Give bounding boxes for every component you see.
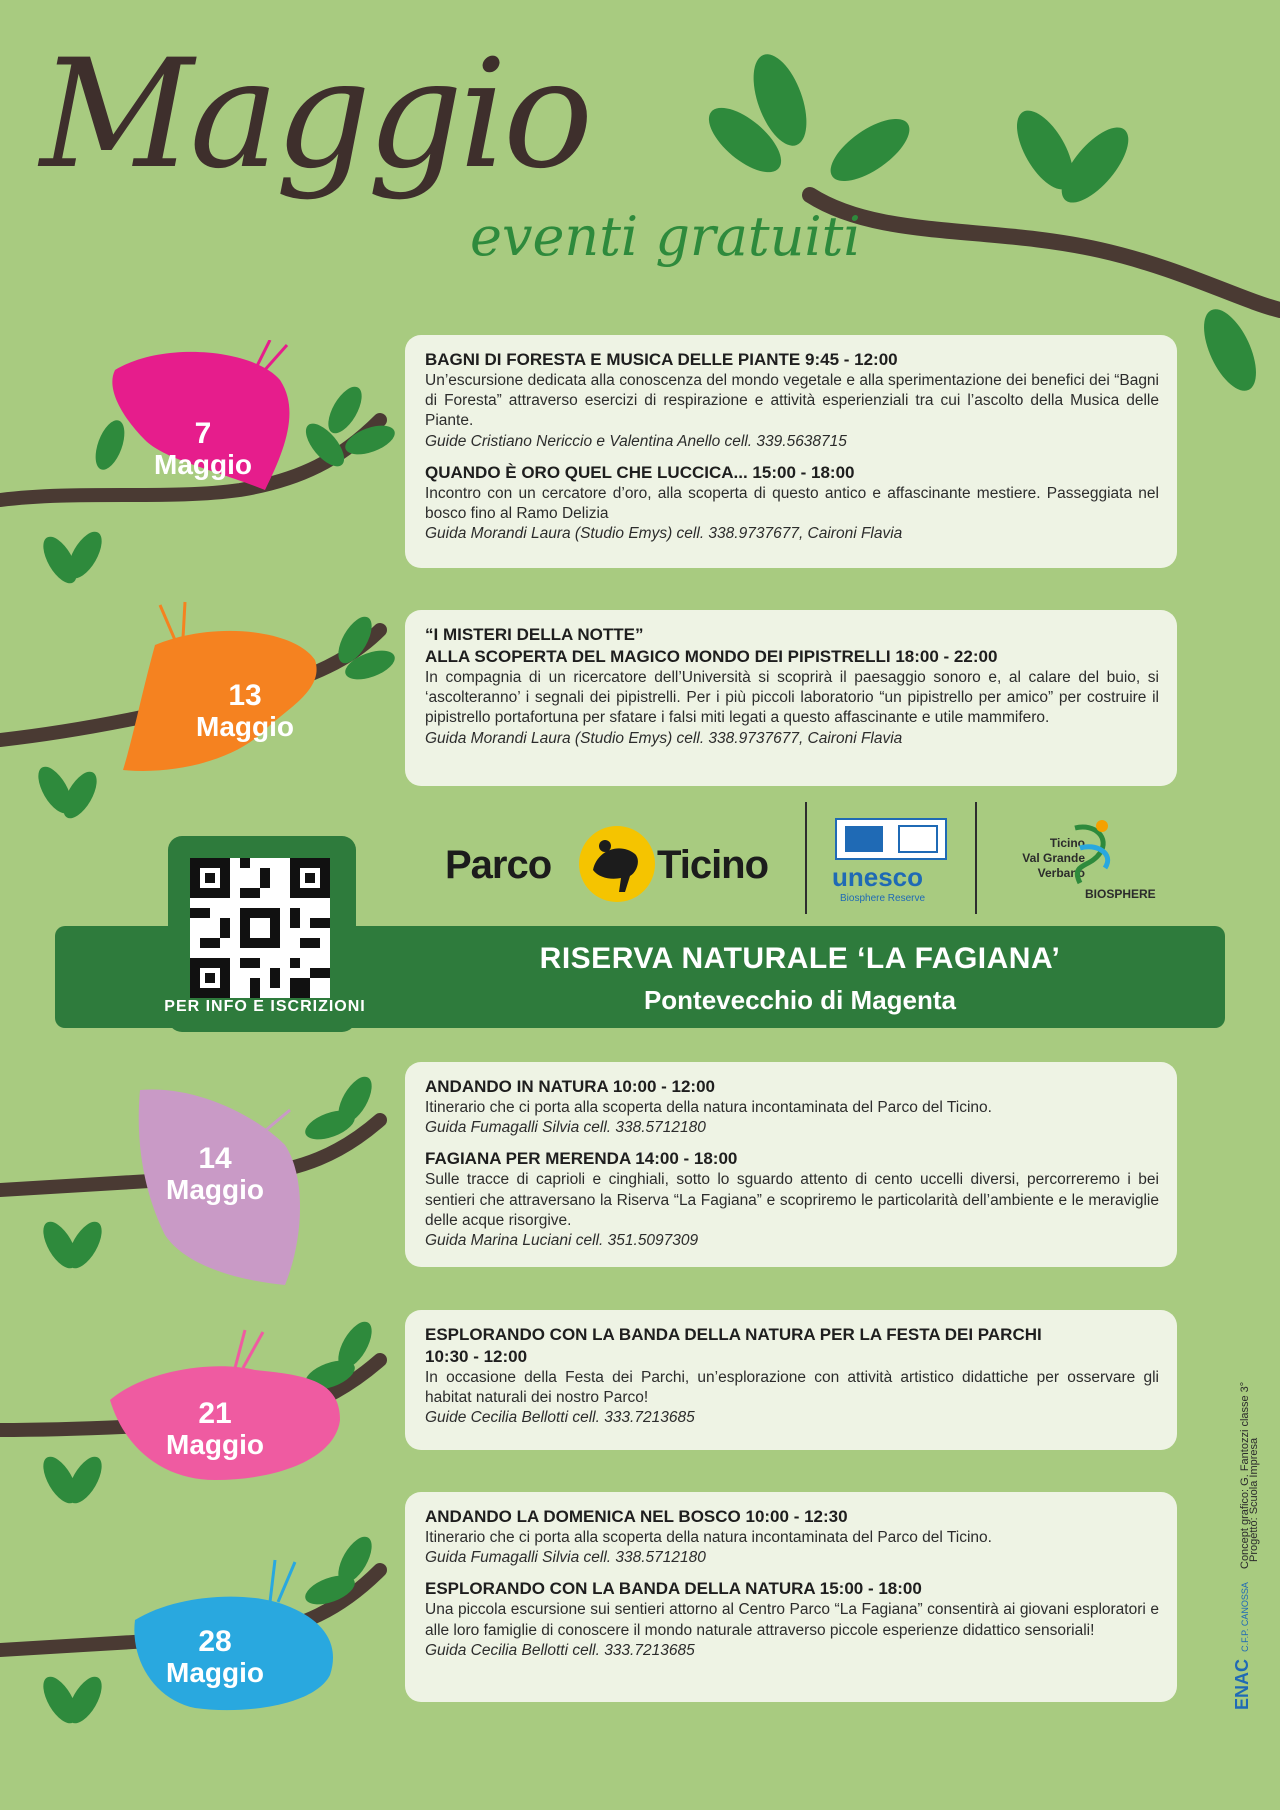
event-item xyxy=(425,462,1159,545)
event-card-7-maggio xyxy=(405,335,1177,568)
info-label: PER INFO E ISCRIZIONI xyxy=(164,998,366,1015)
parco-logo-text-ticino: Ticino xyxy=(657,843,769,887)
event-card-21-maggio xyxy=(405,1310,1177,1450)
event-description: Una piccola escursione sui sentieri attorno al Centro Parco “La Fagiana” consentirà ai giovani esploratori e alle loro famiglie di conoscere il mondo naturale attraverso piccole esperienze didattico sensoriali! xyxy=(425,1601,1159,1639)
event-description: In occasione della Festa dei Parchi, un’esplorazione con attività artistico didattiche per osservare gli habitat naturali dei nostro Parco! xyxy=(425,1369,1159,1407)
event-title: FAGIANA PER MERENDA 14:00 - 18:00 xyxy=(425,1149,738,1169)
date-number: 13 xyxy=(228,679,262,712)
credits-concept: Concept grafico: G. Fantozzi classe 3° xyxy=(1239,1381,1251,1569)
biosphere-label: BIOSPHERE xyxy=(1085,887,1156,901)
date-month: Maggio xyxy=(166,1173,264,1205)
unesco-label: unesco xyxy=(832,862,924,892)
tvgv-line: Verbano xyxy=(1037,866,1085,880)
biosphere-reserve-label: Biosphere Reserve xyxy=(840,893,926,904)
date-number: 14 xyxy=(198,1142,232,1175)
event-description: Incontro con un cercatore d’oro, alla scoperta di questo antico e affascinante mestiere. Passeggiata nel bosco fino al Ramo Delizia xyxy=(425,484,1159,522)
date-28-maggio xyxy=(130,1626,300,1687)
unesco-logo-icon xyxy=(835,818,947,860)
event-guide: Guide Cristiano Nericcio e Valentina Anello cell. 339.5638715 xyxy=(425,432,847,450)
date-7-maggio xyxy=(118,418,288,479)
event-guide: Guida Morandi Laura (Studio Emys) cell. 338.9737677, Caironi Flavia xyxy=(425,525,903,543)
event-title: ESPLORANDO CON LA BANDA DELLA NATURA 15:00 - 18:00 xyxy=(425,1579,922,1599)
date-14-maggio xyxy=(130,1143,300,1204)
event-item xyxy=(425,624,1159,749)
event-guide: Guida Fumagalli Silvia cell. 338.5712180 xyxy=(425,1549,706,1567)
logo-divider xyxy=(975,802,977,914)
date-month: Maggio xyxy=(166,1428,264,1460)
event-title: QUANDO È ORO QUEL CHE LUCCICA... 15:00 - 18:00 xyxy=(425,462,855,482)
date-number: 21 xyxy=(198,1397,232,1430)
date-21-maggio xyxy=(130,1398,300,1459)
event-item xyxy=(425,1324,1159,1429)
event-item xyxy=(425,1076,1159,1138)
event-item xyxy=(425,349,1159,452)
tvgv-line: Ticino xyxy=(1049,836,1085,850)
event-description: Itinerario che ci porta alla scoperta della natura incontaminata del Parco del Ticino. xyxy=(425,1099,992,1117)
location-name: RISERVA NATURALE ‘LA FAGIANA’ xyxy=(539,942,1061,975)
date-13-maggio xyxy=(160,680,330,741)
event-description: Un’escursione dedicata alla conoscenza del mondo vegetale e alla sperimentazione dei benefici dei “Bagni di Foresta” attraverso esercizi di respirazione e attività esperienziali tra cui l’ascolto della Musica delle Piante. xyxy=(425,372,1159,430)
event-description: In compagnia di un ricercatore dell’Università si scoprirà il paesaggio sonoro e, al calare del buio, si ‘ascolteranno’ i segnali dei pipistrelli. Per i più piccoli laboratorio “un pipistrello per amico” per costruire il pipistrello portafortuna per sfatare i falsi miti legati a questo affascinante e utile mammifero. xyxy=(425,669,1159,727)
event-card-14-maggio xyxy=(405,1062,1177,1267)
event-title-line1: “I MISTERI DELLA NOTTE” xyxy=(425,625,644,644)
enac-logo-text: ENAC xyxy=(1232,1658,1252,1710)
event-item xyxy=(425,1506,1159,1568)
parco-ticino-logo-icon xyxy=(575,820,659,904)
qr-code-icon[interactable] xyxy=(190,858,330,998)
event-title: ANDANDO IN NATURA 10:00 - 12:00 xyxy=(425,1077,715,1096)
tvgv-line: Val Grande xyxy=(1022,851,1085,865)
page-subtitle: eventi gratuiti xyxy=(470,205,861,268)
date-number: 7 xyxy=(194,417,212,450)
event-card-28-maggio xyxy=(405,1492,1177,1702)
event-title: ANDANDO LA DOMENICA NEL BOSCO 10:00 - 12:30 xyxy=(425,1507,848,1526)
event-guide: Guida Cecilia Bellotti cell. 333.7213685 xyxy=(425,1641,695,1659)
event-guide: Guide Cecilia Bellotti cell. 333.7213685 xyxy=(425,1409,695,1427)
logo-divider xyxy=(805,802,807,914)
credits-project xyxy=(1248,1102,1260,1562)
event-description: Sulle tracce di caprioli e cinghiali, sotto lo sguardo attento di cento uccelli diversi, percorreremo i bei sentieri che attraversano la Riserva “La Fagiana” e scopriremo le particolarità dell’ambiente e le meraviglie delle acque risorgive. xyxy=(425,1171,1159,1229)
cfp-label: C.F.P. CANOSSA xyxy=(1240,1582,1250,1652)
event-title: BAGNI DI FORESTA E MUSICA DELLE PIANTE 9:45 - 12:00 xyxy=(425,350,898,369)
page-title: Maggio xyxy=(40,28,590,202)
date-month: Maggio xyxy=(154,448,252,480)
event-description: Itinerario che ci porta alla scoperta della natura incontaminata del Parco del Ticino. xyxy=(425,1529,992,1547)
event-guide: Guida Fumagalli Silvia cell. 338.5712180 xyxy=(425,1119,706,1137)
event-guide: Guida Marina Luciani cell. 351.5097309 xyxy=(425,1231,699,1249)
location-town: Pontevecchio di Magenta xyxy=(643,985,957,1015)
event-guide: Guida Morandi Laura (Studio Emys) cell. 338.9737677, Caironi Flavia xyxy=(425,729,903,747)
credits-project-text: Progetto: Scuola Impresa xyxy=(1248,1437,1260,1562)
date-number: 28 xyxy=(198,1625,232,1658)
parco-logo-text: Parco xyxy=(445,843,552,887)
event-time: 10:30 - 12:00 xyxy=(425,1347,528,1367)
date-month: Maggio xyxy=(166,1656,264,1688)
biosphere-logo-icon xyxy=(1060,818,1120,888)
event-card-13-maggio xyxy=(405,610,1177,786)
event-item xyxy=(425,1148,1159,1251)
event-title: ESPLORANDO CON LA BANDA DELLA NATURA PER LA FESTA DEI PARCHI xyxy=(425,1325,1042,1344)
event-item xyxy=(425,1578,1159,1661)
date-month: Maggio xyxy=(196,710,294,742)
event-title: ALLA SCOPERTA DEL MAGICO MONDO DEI PIPISTRELLI 18:00 - 22:00 xyxy=(425,647,998,667)
